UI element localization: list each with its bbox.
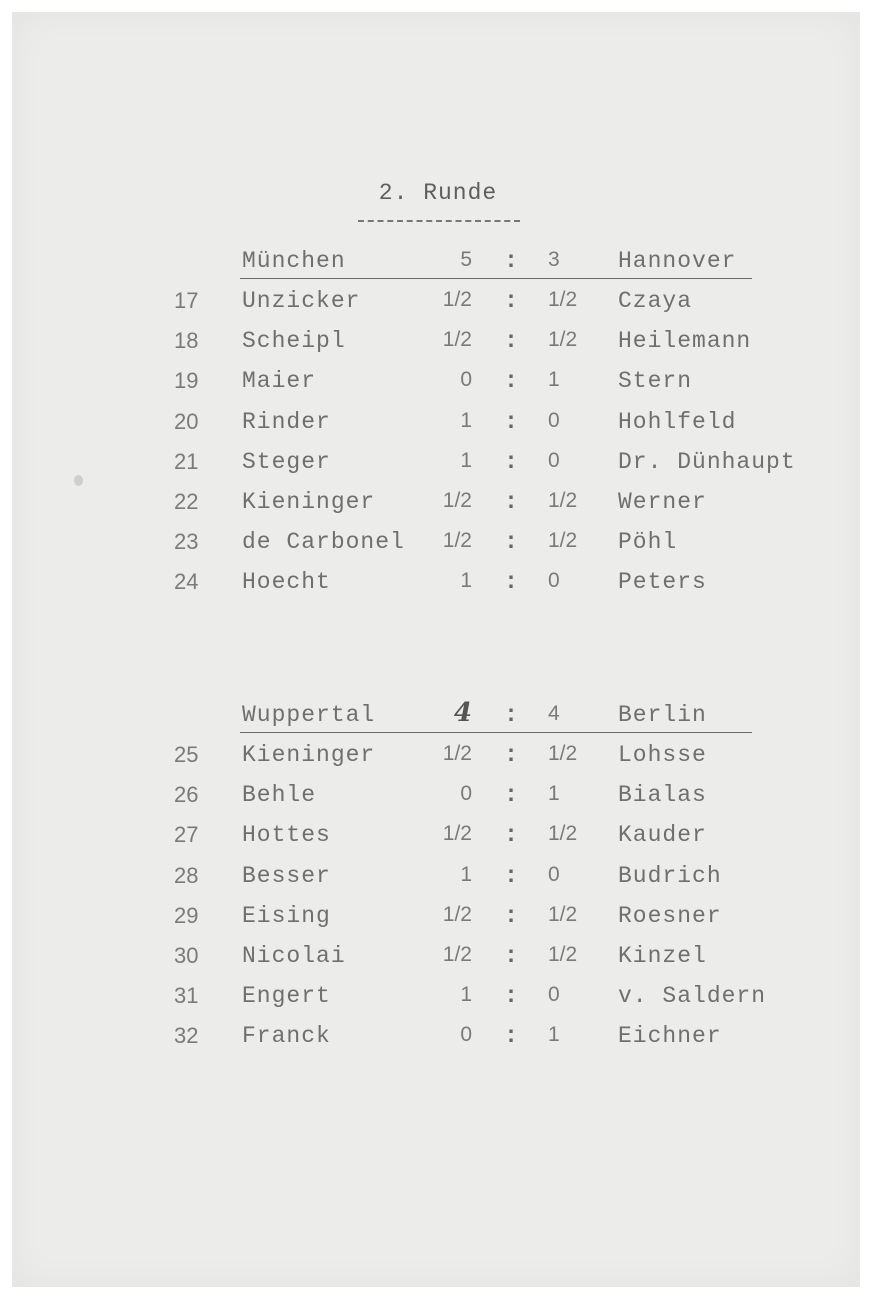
home-result: 1/2 (442, 943, 472, 966)
home-player: Kieninger (242, 489, 376, 515)
match-header (0, 698, 873, 742)
result-separator: : (504, 569, 518, 596)
away-player: Hohlfeld (618, 408, 737, 435)
home-result: 1/2 (442, 288, 472, 311)
away-result: 1/2 (548, 489, 578, 512)
home-player: Kieninger (242, 742, 376, 768)
title-underline (358, 220, 520, 222)
away-result: 1 (548, 1023, 560, 1047)
away-result: 1/2 (548, 529, 578, 553)
home-result: 0 (460, 368, 472, 392)
home-team-score: 4 (453, 698, 472, 728)
away-player: Kinzel (618, 943, 707, 969)
game-row (0, 569, 873, 609)
home-player: Scheipl (242, 328, 346, 355)
result-separator: : (504, 448, 518, 475)
game-row (0, 903, 873, 943)
home-player: Rinder (242, 408, 331, 435)
game-row (0, 1023, 873, 1063)
result-separator: : (504, 489, 518, 515)
away-result: 1/2 (548, 288, 578, 311)
result-separator: : (504, 328, 518, 355)
home-result: 1/2 (442, 529, 472, 553)
home-player: Besser (242, 862, 331, 889)
board-number: 30 (174, 943, 199, 968)
home-player: Unzicker (242, 288, 361, 314)
home-player: Behle (242, 782, 317, 809)
home-result: 1/2 (442, 489, 472, 512)
away-result: 0 (548, 448, 560, 472)
result-separator: : (504, 1023, 518, 1050)
home-team-name: Wuppertal (242, 702, 376, 728)
home-player: Steger (242, 448, 331, 475)
board-number: 24 (174, 569, 199, 595)
away-player: Budrich (618, 862, 722, 889)
away-result: 1/2 (548, 328, 578, 352)
result-separator: : (504, 368, 518, 395)
game-row (0, 288, 873, 328)
result-separator: : (504, 943, 518, 969)
home-player: Engert (242, 983, 331, 1010)
away-team-score: 3 (548, 248, 560, 271)
board-number: 31 (174, 983, 199, 1009)
away-player: Dr. Dünhaupt (618, 448, 796, 475)
board-number: 17 (174, 288, 199, 313)
away-result: 0 (548, 569, 560, 593)
game-row (0, 822, 873, 862)
away-result: 1/2 (548, 742, 578, 765)
home-player: Hoecht (242, 569, 331, 596)
result-separator: : (504, 742, 518, 768)
home-result: 1 (460, 448, 472, 472)
game-row (0, 489, 873, 529)
home-player: de Carbonel (242, 529, 405, 556)
board-number: 21 (174, 448, 199, 474)
home-player: Nicolai (242, 943, 346, 969)
board-number: 20 (174, 408, 199, 434)
away-player: Werner (618, 489, 707, 515)
home-result: 0 (460, 1023, 472, 1047)
game-row (0, 328, 873, 368)
home-result: 1/2 (442, 328, 472, 352)
result-separator: : (504, 529, 518, 556)
away-player: Heilemann (618, 328, 752, 355)
result-separator: : (504, 862, 518, 889)
game-row (0, 529, 873, 569)
away-result: 1/2 (548, 902, 578, 926)
game-row (0, 742, 873, 782)
away-result: 1 (548, 368, 560, 392)
away-team-name: Hannover (618, 248, 737, 274)
score-separator: : (504, 702, 518, 728)
home-result: 1 (460, 569, 472, 593)
board-number: 26 (174, 782, 199, 808)
game-row (0, 782, 873, 822)
board-number: 19 (174, 368, 199, 394)
board-number: 18 (174, 328, 199, 354)
match-header (0, 248, 873, 288)
away-result: 1/2 (548, 822, 578, 846)
home-result: 1 (460, 408, 472, 432)
game-row (0, 863, 873, 903)
away-player: Lohsse (618, 742, 707, 768)
board-number: 27 (174, 822, 199, 848)
score-separator: : (504, 248, 518, 274)
game-row (0, 983, 873, 1023)
game-row (0, 368, 873, 408)
home-result: 0 (460, 782, 472, 806)
header-underline (240, 278, 752, 279)
away-player: Bialas (618, 782, 707, 809)
home-player: Franck (242, 1023, 331, 1050)
page-title: 2. Runde (378, 180, 498, 206)
board-number: 29 (174, 902, 199, 928)
home-result: 1/2 (442, 822, 472, 846)
board-number: 28 (174, 862, 199, 888)
result-separator: : (504, 902, 518, 929)
away-result: 0 (548, 862, 560, 886)
home-team-score: 5 (460, 248, 472, 271)
board-number: 22 (174, 489, 199, 514)
away-player: v. Saldern (618, 983, 767, 1010)
away-player: Stern (618, 368, 693, 395)
home-team-name: München (242, 248, 346, 274)
away-player: Czaya (618, 288, 693, 314)
result-separator: : (504, 782, 518, 809)
home-result: 1/2 (442, 902, 472, 926)
result-separator: : (504, 822, 518, 849)
away-team-name: Berlin (618, 702, 707, 728)
away-result: 0 (548, 983, 560, 1007)
board-number: 23 (174, 529, 199, 555)
game-row (0, 409, 873, 449)
result-separator: : (504, 983, 518, 1010)
away-player: Kauder (618, 822, 707, 849)
board-number: 32 (174, 1023, 199, 1049)
result-separator: : (504, 408, 518, 435)
home-result: 1 (460, 983, 472, 1007)
away-result: 0 (548, 408, 560, 432)
game-row (0, 449, 873, 489)
board-number: 25 (174, 742, 199, 767)
away-player: Roesner (618, 902, 722, 929)
away-result: 1 (548, 782, 560, 806)
away-team-score: 4 (548, 702, 560, 725)
home-player: Hottes (242, 822, 331, 849)
away-player: Peters (618, 569, 707, 596)
header-underline (240, 732, 752, 733)
home-player: Maier (242, 368, 317, 395)
result-separator: : (504, 288, 518, 314)
away-result: 1/2 (548, 943, 578, 966)
away-player: Eichner (618, 1023, 722, 1050)
home-player: Eising (242, 902, 331, 929)
home-result: 1 (460, 862, 472, 886)
home-result: 1/2 (442, 742, 472, 765)
away-player: Pöhl (618, 529, 678, 556)
game-row (0, 943, 873, 983)
